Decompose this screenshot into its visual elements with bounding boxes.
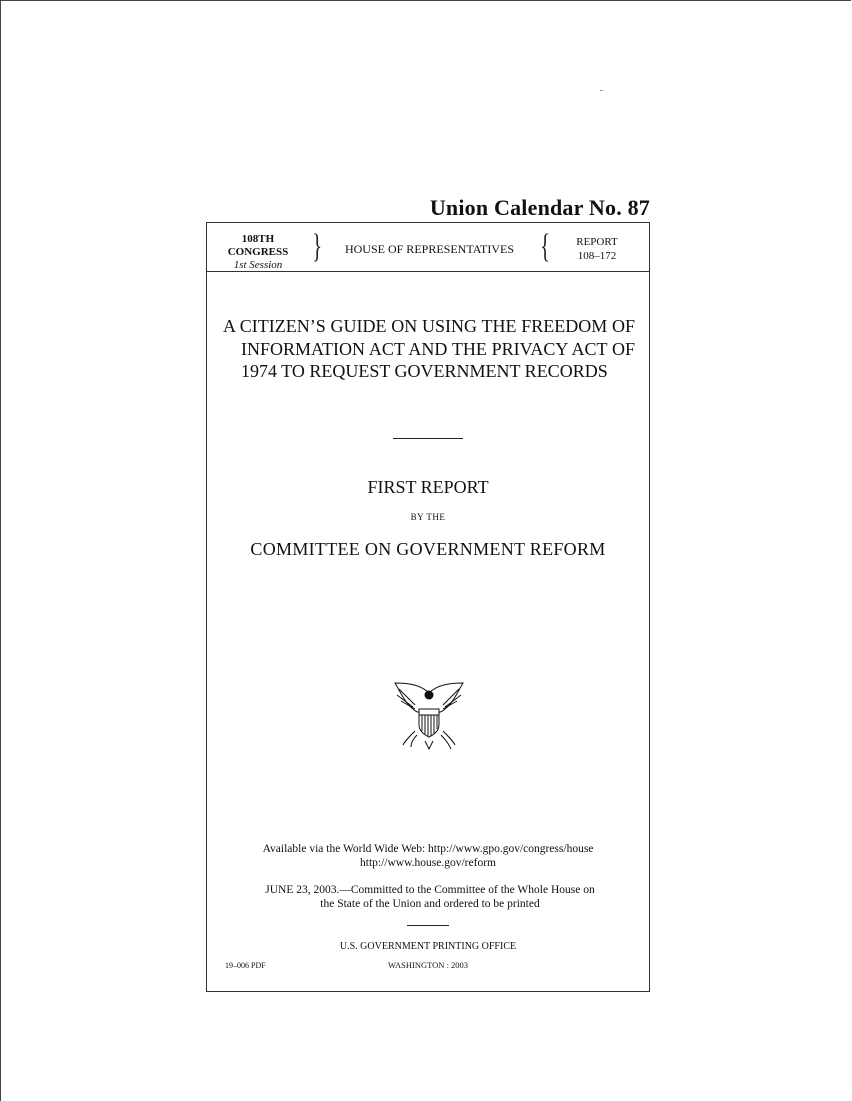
congress-session — [213, 233, 303, 272]
report-title — [223, 315, 635, 383]
report-title-text: A CITIZEN’S GUIDE ON USING THE FREEDOM OF INFORMATION ACT AND THE PRIVACY ACT OF 1974 TO REQUEST GOVERNMENT RECORDS — [223, 316, 635, 381]
right-brace-icon: } — [312, 228, 323, 265]
chamber-name: HOUSE OF REPRESENTATIVES — [344, 242, 515, 256]
left-brace-icon: { — [540, 228, 551, 265]
committee-name: COMMITTEE ON GOVERNMENT REFORM — [250, 539, 606, 559]
availability-note — [207, 842, 649, 870]
by-the-label: BY THE — [410, 512, 446, 522]
place-and-date: WASHINGTON : 2003 — [387, 960, 469, 970]
divider-rule — [393, 438, 463, 439]
committal-line-1: JUNE 23, 2003.—Committed to the Committee of the Whole House on — [265, 884, 595, 896]
pdf-identifier: 19–006 PDF — [225, 961, 266, 970]
availability-line-2: http://www.house.gov/reform — [360, 857, 496, 869]
committal-note — [235, 883, 625, 911]
report-number-block — [557, 235, 637, 263]
report-header — [207, 223, 649, 272]
report-label: REPORT — [576, 236, 618, 248]
first-report-heading: FIRST REPORT — [367, 477, 489, 497]
availability-line-1: Available via the World Wide Web: http://www.gpo.gov/congress/house — [262, 843, 594, 855]
union-calendar-number: Union Calendar No. 87 — [429, 195, 650, 220]
divider-rule — [407, 925, 449, 926]
committal-line-2: the State of the Union and ordered to be printed — [320, 898, 540, 910]
report-cover-box — [206, 222, 650, 992]
printing-office: U.S. GOVERNMENT PRINTING OFFICE — [339, 941, 517, 952]
scan-speck — [600, 90, 603, 91]
session-label: 1st Session — [233, 259, 283, 271]
eagle-seal-icon — [391, 679, 467, 751]
congress-number: 108TH CONGRESS — [227, 233, 289, 258]
report-number: 108–172 — [577, 250, 617, 262]
